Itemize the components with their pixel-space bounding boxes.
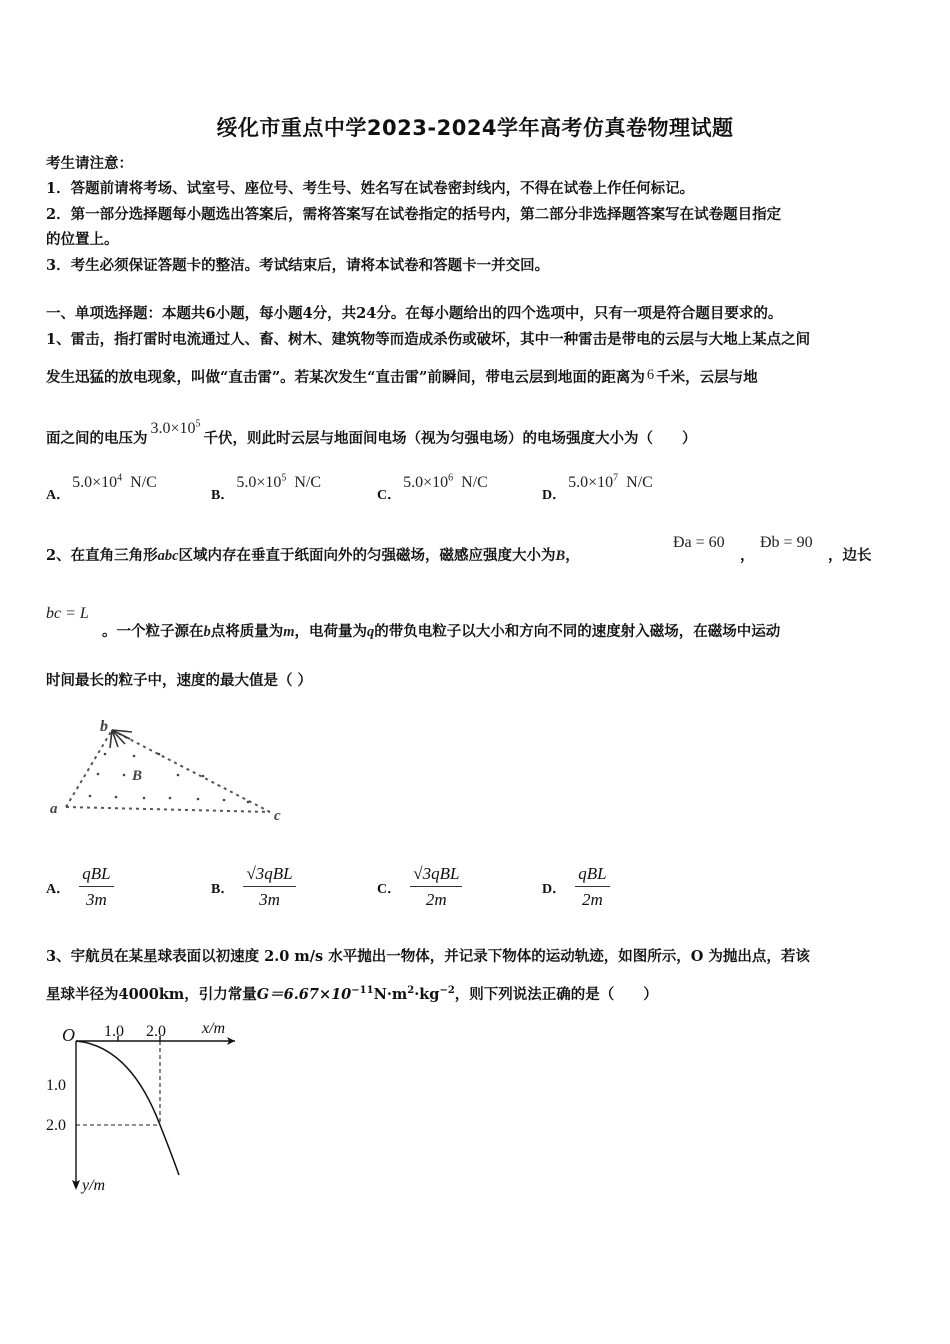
option-exp: 6 xyxy=(448,472,454,484)
q3-G-exp: −11 xyxy=(351,985,374,997)
y-tick-label: 2.0 xyxy=(46,1117,66,1134)
option-label: C． xyxy=(377,488,402,503)
notice-heading: 考生请注意： xyxy=(46,155,133,172)
notice-item-2: 2．第一部分选择题每小题选出答案后，需将答案写在试卷指定的括号内，第二部分非选择题答案写在试卷题目指定 xyxy=(46,206,782,223)
option-unit: N/C xyxy=(294,474,322,491)
numerator-text: qBL xyxy=(82,864,111,883)
fraction-numerator xyxy=(410,864,462,887)
option-label: C． xyxy=(377,882,402,897)
q3-line1: 3、宇航员在某星球表面以初速度 2.0 m/s 水平抛出一物体，并记录下物体的运动轨迹，如图所示，O 为抛出点，若该 xyxy=(46,948,810,965)
numerator-text: 3qBL xyxy=(422,864,460,883)
comma: ， xyxy=(740,547,755,564)
x-tick-label: 2.0 xyxy=(146,1023,166,1040)
q2-line2a: 。一个粒子源在 xyxy=(102,623,204,640)
q3-unit-exp1: 2 xyxy=(407,985,415,997)
q1-voltage-exp: 5 xyxy=(195,418,201,430)
q1-option-d[interactable] xyxy=(542,472,653,503)
option-fraction xyxy=(410,864,462,910)
q3-unit-exp2: −2 xyxy=(439,985,455,997)
option-base: 5.0×10 xyxy=(403,474,449,491)
fraction-numerator xyxy=(243,864,295,887)
q2-B: B xyxy=(555,548,566,564)
option-value xyxy=(403,474,488,491)
option-label: A． xyxy=(46,488,71,503)
q1-line3b: 千伏，则此时云层与地面间电场（视为匀强电场）的电场强度大小为（ ） xyxy=(203,430,697,447)
option-unit: N/C xyxy=(626,474,653,491)
section-heading: 一、单项选择题：本题共6小题，每小题4分，共24分。在每小题给出的四个选项中，只有一项是符合题目要求的。 xyxy=(46,305,783,322)
guide-lines xyxy=(76,1041,160,1125)
q2-line3: 时间最长的粒子中，速度的最大值是（ ） xyxy=(46,672,313,689)
q2-option-b[interactable] xyxy=(211,864,296,910)
q2-line2 xyxy=(102,620,780,641)
q3-line2 xyxy=(46,983,658,1004)
fraction-numerator xyxy=(79,864,113,887)
option-fraction xyxy=(79,864,113,910)
fraction-denominator: 3m xyxy=(259,890,280,909)
q2-bc: bc = L xyxy=(46,605,89,622)
fraction-numerator xyxy=(575,864,609,887)
notice-item-3: 3．考生必须保证答题卡的整洁。考试结束后，请将本试卷和答题卡一并交回。 xyxy=(46,257,550,274)
option-base: 5.0×10 xyxy=(72,474,118,491)
q2-b: b xyxy=(203,624,211,640)
axes xyxy=(76,1036,235,1184)
q2-line1c: ，边长 xyxy=(828,547,872,564)
label-b: b xyxy=(100,718,108,735)
q3-G-unit2: ·kg xyxy=(414,986,440,1003)
velocity-arrows xyxy=(110,730,132,748)
q1-option-a[interactable] xyxy=(46,472,157,503)
x-tick-label: 1.0 xyxy=(104,1023,124,1040)
option-exp: 7 xyxy=(613,472,619,484)
edge-ac xyxy=(66,807,270,812)
q2-option-a[interactable] xyxy=(46,864,114,910)
option-label: B． xyxy=(211,488,235,503)
q2-triangle-figure xyxy=(48,712,298,827)
q1-option-c[interactable] xyxy=(377,472,488,503)
q1-voltage-base: 3.0×10 xyxy=(150,420,196,437)
option-fraction xyxy=(575,864,609,910)
option-base: 5.0×10 xyxy=(568,474,614,491)
trajectory-curve xyxy=(76,1041,179,1175)
numerator-text: 3qBL xyxy=(255,864,293,883)
numerator-text: qBL xyxy=(578,864,607,883)
page-title: 绥化市重点中学2023-2024学年高考仿真卷物理试题 xyxy=(216,116,734,140)
q1-line2a: 发生迅猛的放电现象，叫做“直击雷”。若某次发生“直击雷”前瞬间，带电云层到地面的距离为 xyxy=(46,369,645,386)
q1-line3a: 面之间的电压为 xyxy=(46,430,148,447)
q2-line2c: ，电荷量为 xyxy=(294,623,368,640)
fraction-denominator: 2m xyxy=(582,890,603,909)
option-label: A． xyxy=(46,882,71,897)
q3-line2b: ，则下列说法正确的是（ ） xyxy=(454,986,658,1003)
sqrt-sign: √ xyxy=(413,864,423,883)
fraction-denominator: 2m xyxy=(425,890,447,909)
option-unit: N/C xyxy=(461,474,488,491)
option-exp: 5 xyxy=(281,472,287,484)
option-exp: 4 xyxy=(117,472,123,484)
y-axis-label: y/m xyxy=(82,1177,106,1194)
q1-distance: 6 xyxy=(646,367,655,383)
q2-option-c[interactable] xyxy=(377,864,462,910)
triangle-edges xyxy=(66,730,270,812)
q1-line2b: 千米，云层与地 xyxy=(656,369,758,386)
origin-label: O xyxy=(62,1025,75,1045)
notice-item-2-cont: 的位置上。 xyxy=(46,231,119,248)
sqrt-sign: √ xyxy=(246,864,256,883)
option-label: D． xyxy=(542,488,567,503)
option-value xyxy=(568,474,653,491)
q2-option-d[interactable] xyxy=(542,864,610,910)
q2-line2d: 的带负电粒子以大小和方向不同的速度射入磁场，在磁场中运动 xyxy=(374,623,781,640)
y-tick-label: 1.0 xyxy=(46,1077,66,1094)
q2-line1a: 2、在直角三角形 xyxy=(46,547,158,564)
notice-item-1: 1．答题前请将考场、试室号、座位号、考生号、姓名写在试卷密封线内，不得在试卷上作任何标记。 xyxy=(46,180,695,197)
fraction-denominator: 3m xyxy=(86,890,107,909)
option-unit: N/C xyxy=(130,474,157,491)
q3-G: G＝6.67×10 xyxy=(256,986,352,1003)
option-label: D． xyxy=(542,882,567,897)
q3-trajectory-figure xyxy=(40,1012,270,1197)
label-B: B xyxy=(132,768,143,784)
q2-line2b: 点将质量为 xyxy=(210,623,284,640)
q2-m: m xyxy=(283,624,295,640)
q1-line2 xyxy=(46,366,758,387)
q1-voltage xyxy=(148,420,204,437)
q3-line2a: 星球半径为4000km，引力常量 xyxy=(46,986,257,1003)
label-c: c xyxy=(274,808,281,824)
q2-abc: abc xyxy=(157,548,179,564)
option-fraction xyxy=(243,864,295,910)
q3-G-unit: N·m xyxy=(373,986,408,1003)
q1-option-b[interactable] xyxy=(211,472,322,503)
q2-angle-a: Ða = 60 xyxy=(673,534,725,551)
q2-q: q xyxy=(367,624,375,640)
q2-angle-b: Ðb = 90 xyxy=(760,534,813,551)
x-axis-label: x/m xyxy=(202,1020,226,1037)
option-label: B． xyxy=(211,882,235,897)
option-value xyxy=(72,474,157,491)
q1-line1: 1、雷击，指打雷时电流通过人、畜、树木、建筑物等而造成杀伤或破坏，其中一种雷击是带电的云层与大地上某点之间 xyxy=(46,331,811,348)
option-base: 5.0×10 xyxy=(236,474,282,491)
q2-line1: 2、在直角三角形abc区域内存在垂直于纸面向外的匀强磁场，磁感应强度大小为B， xyxy=(46,547,580,564)
q1-line3 xyxy=(46,418,697,448)
q2-line1b: 区域内存在垂直于纸面向外的匀强磁场，磁感应强度大小为 xyxy=(178,547,556,564)
option-value xyxy=(236,474,321,491)
label-a: a xyxy=(50,801,58,817)
